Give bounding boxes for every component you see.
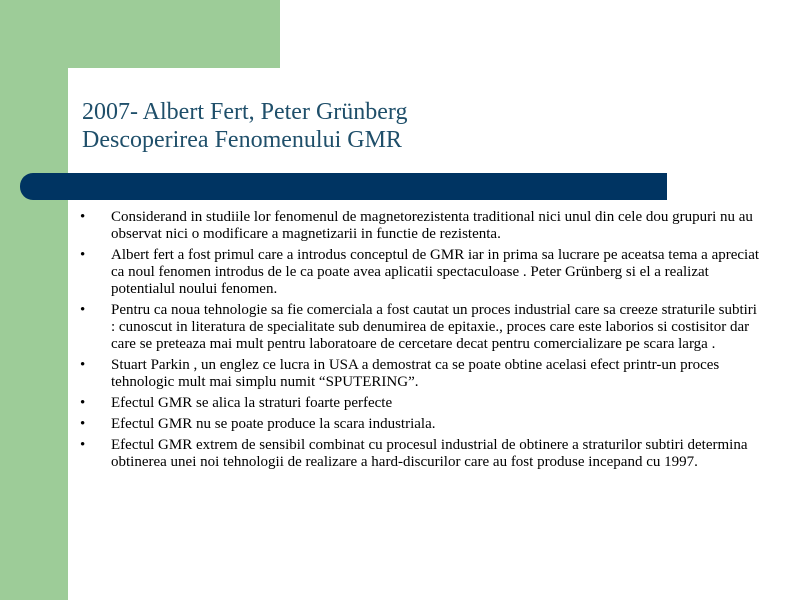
bullet-icon: •: [80, 247, 86, 263]
bullet-text: Efectul GMR nu se poate produce la scara industriala.: [111, 416, 436, 432]
bullet-text: Considerand in studiile lor fenomenul de magnetorezistenta traditional nici unul din cele dou grupuri nu au observat nici o modificare a magnetizarii in functie de rezistenta.: [111, 209, 753, 242]
bullet-item: [80, 302, 760, 353]
bullet-item: [80, 437, 760, 471]
bullet-text: Efectul GMR extrem de sensibil combinat cu procesul industrial de obtinere a straturilor subtiri determina obtinerea unei noi tehnologii de realizare a hard-discurilor care au fost produse incepand cu 1997.: [111, 437, 748, 470]
bullet-text: Albert fert a fost primul care a introdus conceptul de GMR iar in prima sa lucrare pe aceatsa tema a apreciat ca noul fenomen introdus de le ca poate avea aplicatii spectaculoase . Peter Grünberg si el a realizat potentialul noului fenomen.: [111, 247, 760, 297]
bullet-list: [80, 209, 760, 475]
bullet-item: [80, 357, 760, 391]
bullet-item: [80, 416, 760, 433]
bullet-icon: •: [80, 302, 86, 318]
slide-title-line-2: Descoperirea Fenomenului GMR: [82, 127, 402, 153]
bullet-item: [80, 395, 760, 412]
bullet-icon: •: [80, 209, 86, 225]
decor-navy-bar: [20, 173, 667, 200]
bullet-text: Stuart Parkin , un englez ce lucra in USA a demostrat ca se poate obtine acelasi efect printr-un proces tehnologic mult mai simplu numit “SPUTERING”.: [111, 357, 720, 390]
slide-title: [82, 98, 408, 154]
bullet-icon: •: [80, 357, 86, 373]
bullet-item: [80, 209, 760, 243]
bullet-text: Efectul GMR se alica la straturi foarte perfecte: [111, 395, 393, 411]
bullet-icon: •: [80, 416, 86, 432]
bullet-item: [80, 247, 760, 298]
bullet-icon: •: [80, 395, 86, 411]
slide-title-line-1: 2007- Albert Fert, Peter Grünberg: [82, 99, 408, 125]
decor-green-top-bar: [0, 0, 280, 68]
decor-green-left-bar: [0, 0, 68, 600]
bullet-text: Pentru ca noua tehnologie sa fie comerciala a fost cautat un proces industrial care sa creeze straturile subtiri : cunoscut in literatura de specialitate sub denumirea de epitaxie., proces care este laborios si costisitor dar care se preteaza mai mult pentru laboratoare de cercetare decat pentru comercializare pe scara larga .: [111, 302, 757, 352]
bullet-icon: •: [80, 437, 86, 453]
